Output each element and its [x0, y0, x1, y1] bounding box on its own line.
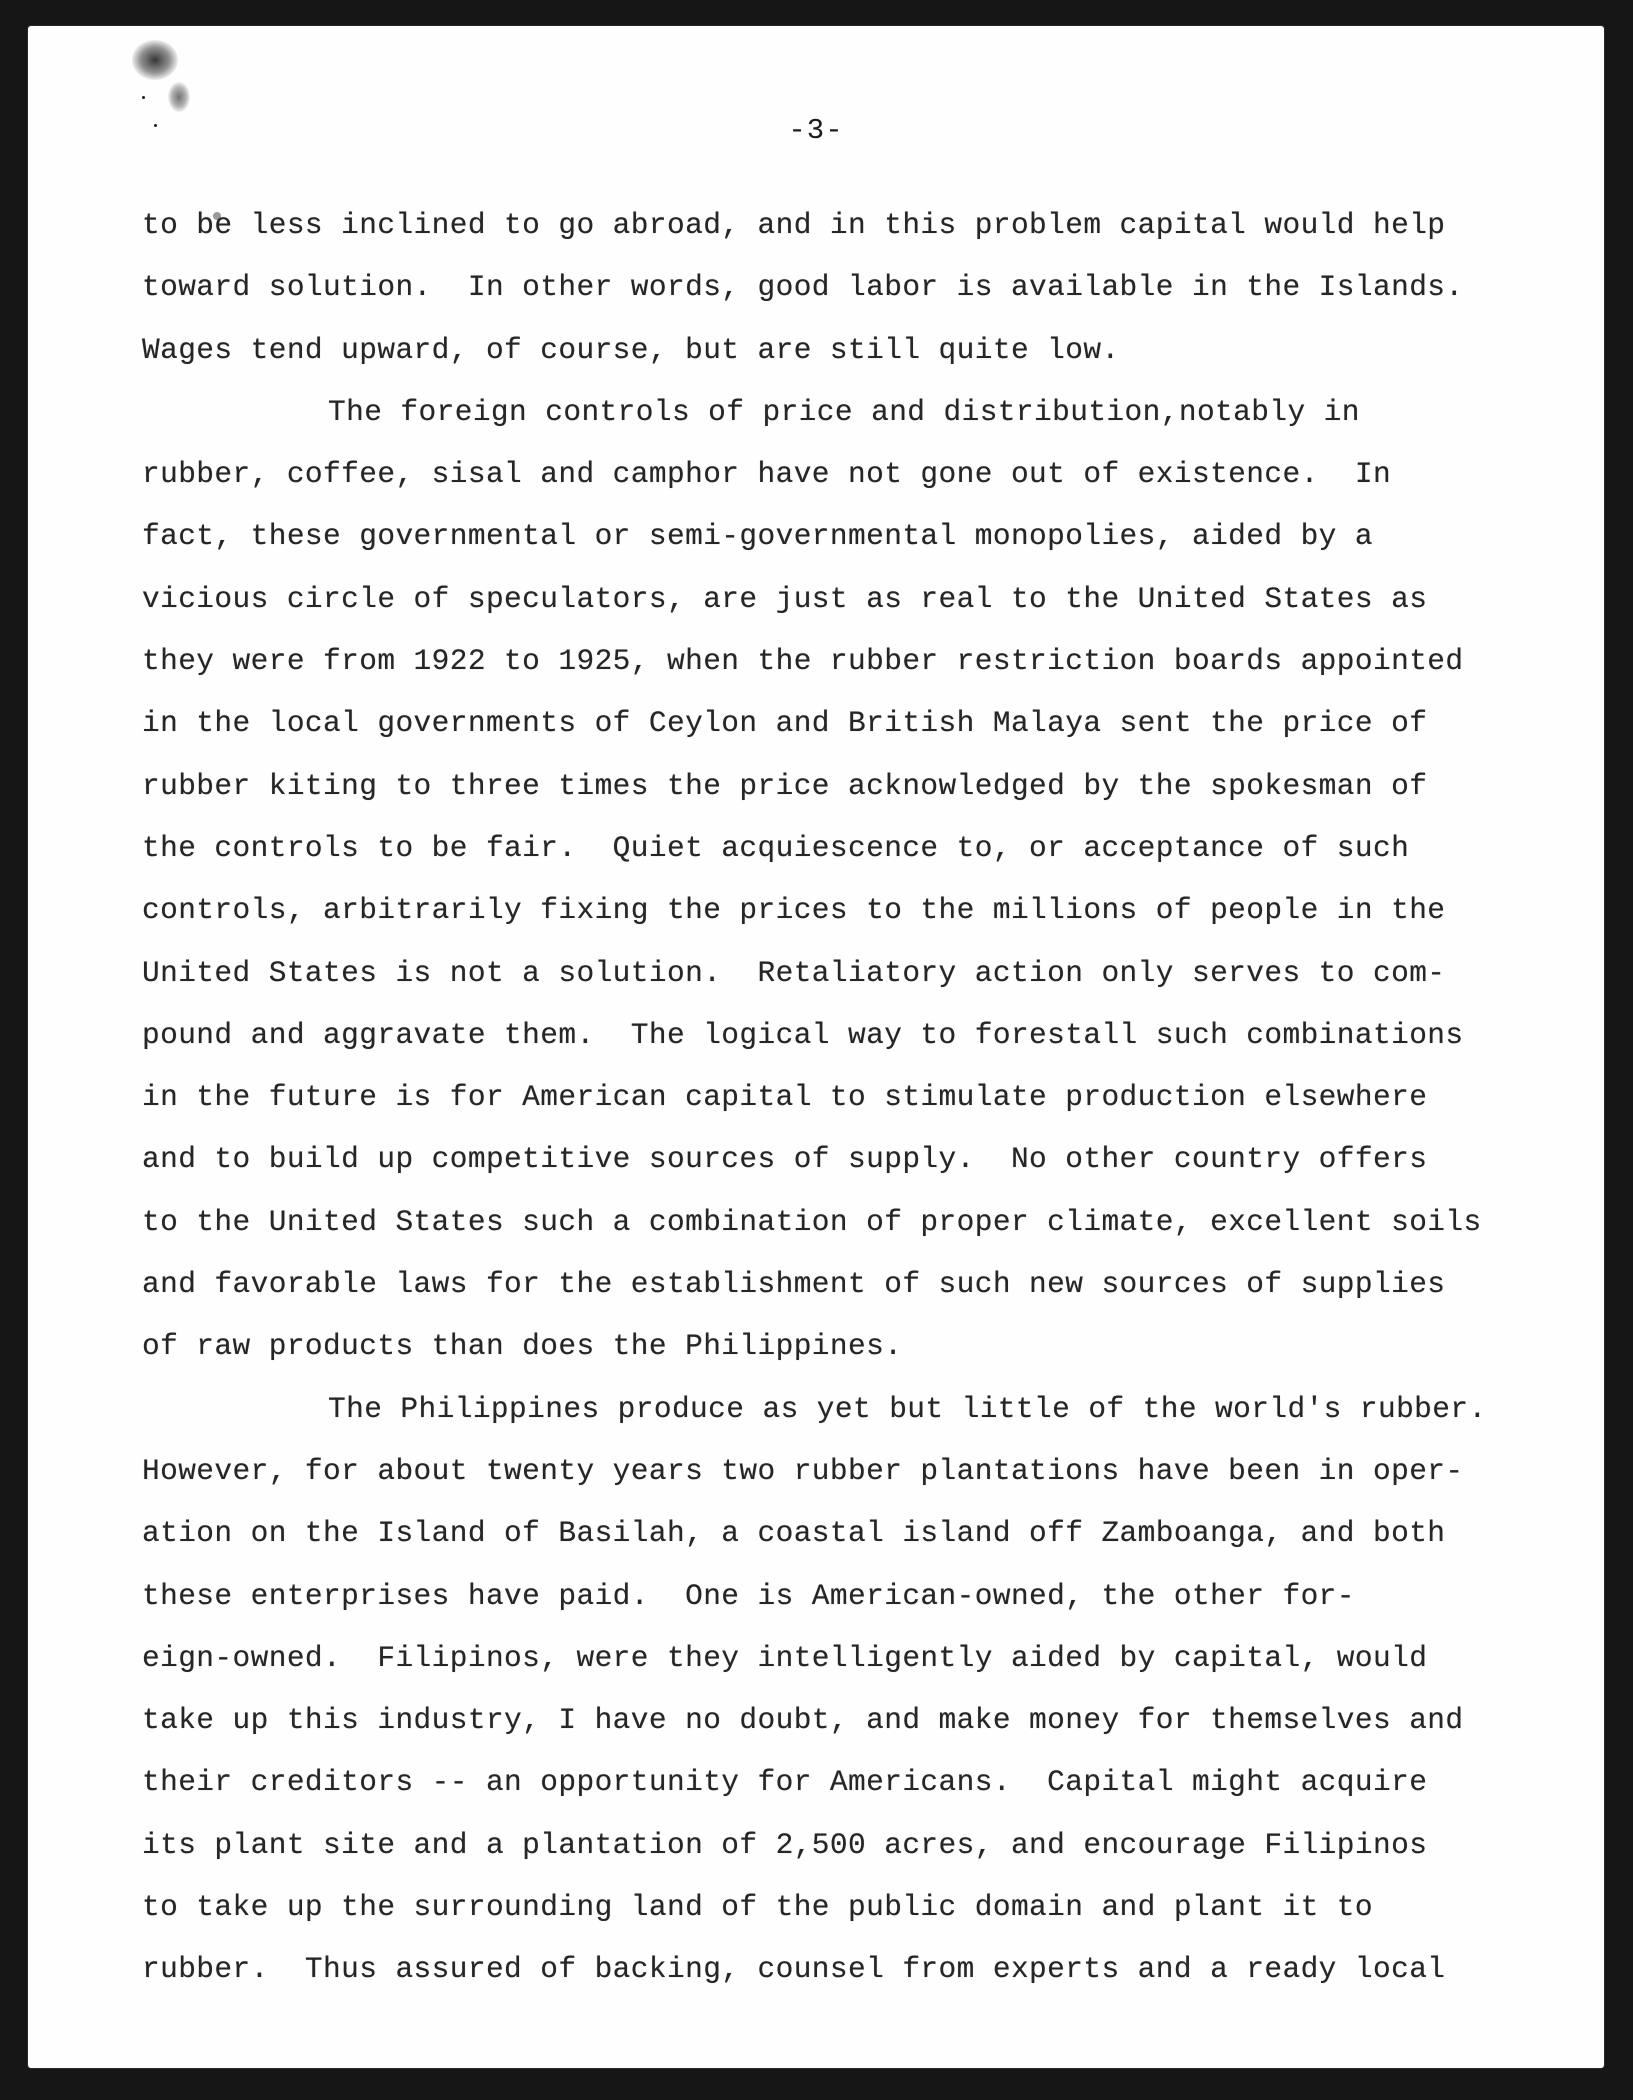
- text-line: to take up the surrounding land of the public domain and plant it to: [142, 1890, 1373, 1925]
- text-line: in the local governments of Ceylon and British Malaya sent the price of: [142, 706, 1428, 741]
- text-line: rubber, coffee, sisal and camphor have not gone out of existence. In: [142, 457, 1392, 492]
- text-line: ation on the Island of Basilah, a coastal island off Zamboanga, and both: [142, 1516, 1446, 1551]
- text-line: pound and aggravate them. The logical way to forestall such combinations: [142, 1017, 1464, 1052]
- paragraph-start-line: The Philippines produce as yet but little of the world's rubber.: [328, 1391, 1487, 1426]
- typewritten-page: [28, 26, 1604, 2068]
- text-line: their creditors -- an opportunity for Americans. Capital might acquire: [142, 1765, 1428, 1800]
- text-line: However, for about twenty years two rubber plantations have been in oper-: [142, 1453, 1464, 1488]
- text-line: Wages tend upward, of course, but are still quite low.: [142, 332, 1120, 367]
- text-line: controls, arbitrarily fixing the prices to the millions of people in the: [142, 893, 1446, 928]
- text-line: United States is not a solution. Retaliatory action only serves to com-: [142, 955, 1446, 990]
- ink-speck: [142, 96, 145, 99]
- text-line: of raw products than does the Philippines.: [142, 1329, 903, 1364]
- text-line: its plant site and a plantation of 2,500 acres, and encourage Filipinos: [142, 1827, 1428, 1862]
- text-line: these enterprises have paid. One is American-owned, the other for-: [142, 1578, 1355, 1613]
- text-line: and to build up competitive sources of supply. No other country offers: [142, 1142, 1428, 1177]
- text-line: they were from 1922 to 1925, when the rubber restriction boards appointed: [142, 644, 1464, 679]
- text-line: and favorable laws for the establishment of such new sources of supplies: [142, 1267, 1446, 1302]
- text-line: eign-owned. Filipinos, were they intelligently aided by capital, would: [142, 1640, 1428, 1675]
- text-line: to be less inclined to go abroad, and in this problem capital would help: [142, 208, 1446, 242]
- text-line: to the United States such a combination of proper climate, excellent soils: [142, 1204, 1482, 1239]
- document-body: [142, 194, 1562, 2001]
- text-line: fact, these governmental or semi-governmental monopolies, aided by a: [142, 519, 1373, 554]
- ink-smudge: [132, 40, 178, 80]
- text-line: rubber. Thus assured of backing, counsel from experts and a ready local: [142, 1952, 1446, 1987]
- page-number: -3-: [788, 114, 844, 147]
- paragraph-start-line: The foreign controls of price and distribution,notably in: [328, 394, 1360, 429]
- text-line: take up this industry, I have no doubt, and make money for themselves and: [142, 1703, 1464, 1738]
- ink-smudge: [168, 82, 190, 112]
- text-line: rubber kiting to three times the price acknowledged by the spokesman of: [142, 768, 1428, 803]
- text-line: vicious circle of speculators, are just as real to the United States as: [142, 581, 1428, 616]
- text-line: the controls to be fair. Quiet acquiescence to, or acceptance of such: [142, 830, 1410, 865]
- text-line: in the future is for American capital to stimulate production elsewhere: [142, 1080, 1428, 1115]
- text-line: toward solution. In other words, good labor is available in the Islands.: [142, 270, 1464, 305]
